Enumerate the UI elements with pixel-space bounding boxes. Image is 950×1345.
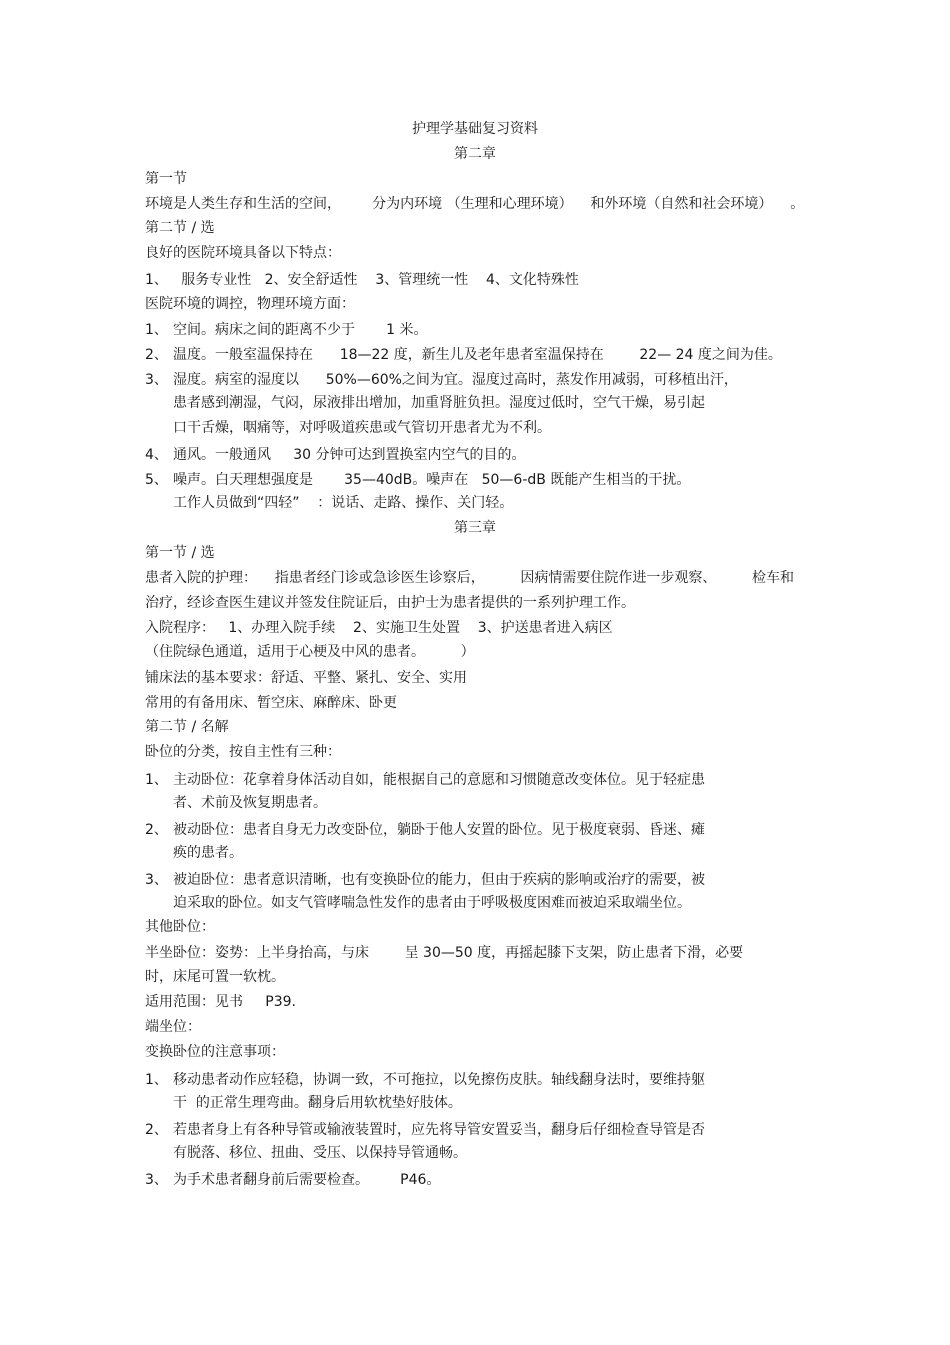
list-number: 1、	[145, 1072, 168, 1088]
paragraph: 适用范围：见书 P39.	[145, 994, 296, 1010]
list-item-continuation: 者、术前及恢复期患者。	[173, 795, 327, 811]
list-item-continuation: 干 的正常生理弯曲。翻身后用软枕垫好肢体。	[173, 1095, 462, 1111]
list-item-continuation: 患者感到潮湿，气闷，尿液排出增加，加重肾脏负担。湿度过低时，空气干燥，易引起	[173, 395, 705, 411]
list-number: 2、	[145, 822, 168, 838]
section-label: 第一节	[145, 171, 187, 187]
list-number: 4、	[145, 447, 168, 463]
list-item: 空间。病床之间的距离不少于 1 米。	[173, 322, 428, 338]
list-item-continuation: 工作人员做到“四轻” ：说话、走路、操作、关门轻。	[173, 495, 514, 511]
list-number: 3、	[145, 872, 168, 888]
paragraph: 半坐卧位：姿势：上半身抬高，与床 呈 30—50 度，再摇起膝下支架，防止患者下滑，必要	[145, 945, 744, 961]
list-item: 被动卧位：患者自身无力改变卧位，躺卧于他人安置的卧位。见于极度衰弱、昏迷、瘫	[173, 822, 705, 838]
paragraph: 医院环境的调控，物理环境方面：	[145, 296, 355, 312]
paragraph: 变换卧位的注意事项：	[145, 1044, 285, 1060]
paragraph: 铺床法的基本要求：舒适、平整、紧扎、安全、实用	[145, 670, 467, 686]
paragraph: 患者入院的护理： 指患者经门诊或急诊医生诊察后， 因病情需要住院作进一步观察、 检车和	[145, 570, 795, 586]
paragraph: （住院绿色通道，适用于心梗及中风的患者。 ）	[145, 644, 475, 660]
list-number: 5、	[145, 472, 168, 488]
list-number: 1、	[145, 322, 168, 338]
list-item: 湿度。病室的湿度以 50%—60%之间为宜。湿度过高时，蒸发作用减弱，可移植出汗，	[173, 372, 738, 388]
list-item: 移动患者动作应轻稳，协调一致，不可拖拉，以免擦伤皮肤。轴线翻身法时，要维持躯	[173, 1072, 705, 1088]
section-label: 第二节 / 名解	[145, 719, 229, 735]
list-item: 温度。一般室温保持在 18—22 度，新生儿及老年患者室温保持在 22— 24 度之间为佳。	[173, 347, 782, 363]
list-item: 主动卧位：花拿着身体活动自如，能根据自己的意愿和习惯随意改变体位。见于轻症患	[173, 772, 705, 788]
paragraph: 其他卧位：	[145, 919, 215, 935]
paragraph: 环境是人类生存和生活的空间， 分为内环境 （生理和心理环境） 和外环境（自然和社会环境） 。	[145, 196, 805, 212]
list-item-continuation: 有脱落、移位、扭曲、受压、以保持导管通畅。	[173, 1145, 467, 1161]
list-item: 为手术患者翻身前后需要检查。 P46。	[173, 1172, 441, 1188]
paragraph: 1、 服务专业性 2、安全舒适性 3、管理统一性 4、文化特殊性	[145, 272, 579, 288]
chapter-2-heading: 第二章	[454, 146, 496, 162]
section-label: 第一节 / 选	[145, 545, 215, 561]
paragraph: 治疗，经诊查医生建议并签发住院证后，由护士为患者提供的一系列护理工作。	[145, 595, 635, 611]
paragraph: 常用的有备用床、暂空床、麻醉床、卧更	[145, 695, 397, 711]
list-number: 2、	[145, 1122, 168, 1138]
list-number: 1、	[145, 772, 168, 788]
list-item: 通风。一般通风 30 分钟可达到置换室内空气的目的。	[173, 447, 526, 463]
paragraph: 时，床尾可置一软枕。	[145, 969, 285, 985]
list-item-continuation: 迫采取的卧位。如支气管哮喘急性发作的患者由于呼吸极度困难而被迫采取端坐位。	[173, 895, 691, 911]
section-label: 第二节 / 选	[145, 220, 215, 236]
list-number: 3、	[145, 372, 168, 388]
list-item: 被迫卧位：患者意识清晰，也有变换卧位的能力，但由于疾病的影响或治疗的需要，被	[173, 872, 705, 888]
document-title: 护理学基础复习资料	[412, 121, 538, 137]
list-number: 2、	[145, 347, 168, 363]
list-item: 若患者身上有各种导管或输液装置时，应先将导管安置妥当，翻身后仔细检查导管是否	[173, 1122, 705, 1138]
chapter-3-heading: 第三章	[454, 520, 496, 536]
paragraph: 卧位的分类，按自主性有三种：	[145, 744, 341, 760]
list-item: 噪声。白天理想强度是 35—40dB。噪声在 50—6-dB 既能产生相当的干扰。	[173, 472, 691, 488]
paragraph: 入院程序： 1、办理入院手续 2、实施卫生处置 3、护送患者进入病区	[145, 620, 613, 636]
list-number: 3、	[145, 1172, 168, 1188]
list-item-continuation: 痪的患者。	[173, 845, 243, 861]
paragraph: 端坐位：	[145, 1019, 201, 1035]
paragraph: 良好的医院环境具备以下特点：	[145, 245, 341, 261]
list-item-continuation: 口干舌燥，咽痛等，对呼吸道疾患或气管切开患者尤为不利。	[173, 420, 551, 436]
